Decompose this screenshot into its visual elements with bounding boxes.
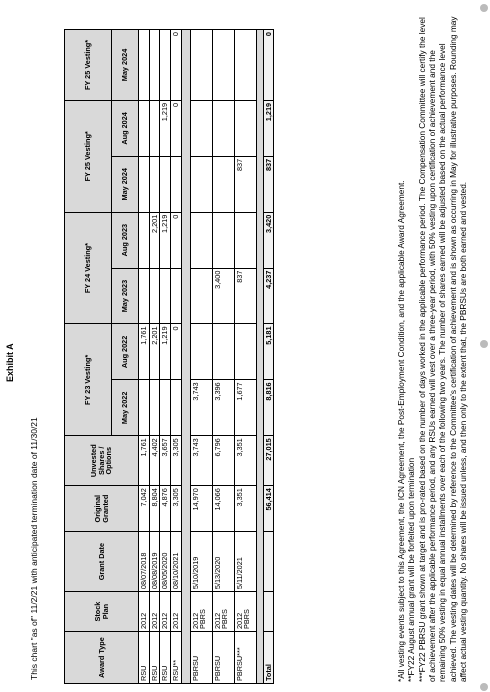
rsu-rows (139, 30, 191, 684)
subheader-cell: Aug 2022 (112, 324, 139, 380)
cell-vesting (139, 380, 150, 436)
chart-subtitle: This chart "as of" 11/2/21 with anticipated termination date of 11/30/21 (29, 417, 39, 680)
cell-date: 08/10/2021 (170, 532, 181, 592)
cell-type: RSU (149, 632, 160, 684)
cell-type: PBRSU (190, 632, 212, 684)
total-vesting: 0 (263, 30, 274, 101)
cell-vesting: 1,219 (160, 324, 171, 380)
cell-vesting: 3,396 (212, 380, 234, 436)
cell-date: 5/10/2019 (190, 532, 212, 592)
cell-unv: 4,402 (149, 436, 160, 486)
cell-vesting: 3,400 (212, 268, 234, 324)
header-fy23: FY 23 Vesting* (65, 324, 112, 436)
table-row (234, 30, 256, 684)
spacer-cell (181, 30, 190, 684)
cell-vesting (190, 156, 212, 212)
cell-type: RSU (139, 632, 150, 684)
cell-vesting (149, 380, 160, 436)
cell-vesting (170, 380, 181, 436)
cell-date: 08/05/2020 (160, 532, 171, 592)
cell-vesting (190, 30, 212, 101)
total-unv: 27,015 (263, 436, 274, 486)
cell-vesting: 0 (170, 100, 181, 156)
footnote: ***FY22 PBRSU grant shown at target and is pro-rated based on the number of days worked in the applicable performance period. The Compensation Committee will certify the level of achievement after the applicable performance period, and any RSUs earned will vest over a three-year period, with 50% vesting upon certification of achievement and the remaining 50% vesting in equal annual installments over each of the following two years. The number of shares earned will be adjusted based on the actual performance level achieved. The vesting dates will be determined by reference to the Committee's certification of achievement and is shown as occurring in May for illustrative purposes. Rounding may affect actual vesting quantity. No shares will be issued unless, and then only to the extent that, the PBRSUs are both earned and vested. (416, 16, 469, 682)
total-vesting: 5,181 (263, 324, 274, 380)
spacer-cell (256, 30, 263, 684)
header-grant-date: Grant Date (65, 532, 139, 592)
cell-orig: 14,970 (190, 486, 212, 532)
cell-vesting (149, 156, 160, 212)
total-orig: 56,414 (263, 486, 274, 532)
cell-vesting: 0 (170, 324, 181, 380)
cell-vesting: 837 (234, 268, 256, 324)
header-fy24: FY 24 Vesting* (65, 212, 112, 324)
cell-plan: 2012 PBRS (234, 592, 256, 632)
total-vesting: 8,816 (263, 380, 274, 436)
subheader-cell: May 2024 (112, 156, 139, 212)
cell-plan: 2012 (149, 592, 160, 632)
subheader-cell: Aug 2023 (112, 212, 139, 268)
cell-vesting (139, 156, 150, 212)
cell-vesting (139, 268, 150, 324)
cell-vesting (190, 212, 212, 268)
header-award-type: Award Type (65, 632, 139, 684)
cell-vesting (170, 156, 181, 212)
cell-orig: 3,305 (170, 486, 181, 532)
header-original-granted: Original Granted (65, 486, 139, 532)
cell-type: RSU (160, 632, 171, 684)
cell-type: PBRSU (212, 632, 234, 684)
cell-date: 08/08/2019 (149, 532, 160, 592)
cell-vesting (149, 100, 160, 156)
cell-vesting (139, 30, 150, 101)
cell-vesting: 1,677 (234, 380, 256, 436)
table-row (212, 30, 234, 684)
cell-vesting (212, 156, 234, 212)
footnote: *All vesting events subject to this Agreement, the ICN Agreement, the Post-Employment Condition, and the applicable Award Agreement. (396, 180, 406, 682)
cell-vesting (139, 212, 150, 268)
cell-vesting: 2,201 (149, 212, 160, 268)
footnotes (396, 14, 469, 682)
cell-vesting: 1,219 (160, 100, 171, 156)
cell-unv: 3,351 (234, 436, 256, 486)
total-label: Total (263, 632, 274, 684)
cell-empty (263, 592, 274, 632)
cell-vesting (234, 100, 256, 156)
cell-orig: 3,351 (234, 486, 256, 532)
subheader-cell: May 2024 (112, 30, 139, 101)
cell-vesting (190, 100, 212, 156)
cell-plan: 2012 (170, 592, 181, 632)
cell-vesting (170, 268, 181, 324)
header-fy25: FY 25 Vesting* (65, 100, 112, 212)
cell-orig: 4,876 (160, 486, 171, 532)
cell-orig: 8,804 (149, 486, 160, 532)
total-rows (263, 30, 274, 684)
cell-unv: 3,305 (170, 436, 181, 486)
total-vesting: 3,420 (263, 212, 274, 268)
cell-date: 08/07/2018 (139, 532, 150, 592)
cell-type: PBRSU*** (234, 632, 256, 684)
total-vesting: 837 (263, 156, 274, 212)
cell-vesting (160, 156, 171, 212)
cell-unv: 1,761 (139, 436, 150, 486)
cell-date: 5/11/2021 (234, 532, 256, 592)
cell-unv: 3,743 (190, 436, 212, 486)
cell-vesting (212, 100, 234, 156)
cell-unv: 3,657 (160, 436, 171, 486)
cell-vesting: 0 (170, 30, 181, 101)
footnote: **FY22 August annual grant will be forfeited upon termination (406, 457, 417, 682)
cell-vesting (212, 212, 234, 268)
exhibit-title: Exhibit A (5, 343, 15, 382)
header-stock-plan: Stock Plan (65, 592, 139, 632)
spacer-row (181, 30, 190, 684)
subheader-cell: May 2022 (112, 380, 139, 436)
cell-plan: 2012 PBRS (190, 592, 212, 632)
cell-vesting (234, 30, 256, 101)
total-row (263, 30, 274, 684)
cell-vesting (149, 268, 160, 324)
table-row (170, 30, 181, 684)
total-vesting: 1,219 (263, 100, 274, 156)
cell-date: 5/13/2020 (212, 532, 234, 592)
cell-vesting (160, 380, 171, 436)
cell-vesting (190, 324, 212, 380)
cell-vesting (160, 30, 171, 101)
header-unvested: Unvested Shares / Options (65, 436, 139, 486)
cell-vesting (234, 324, 256, 380)
cell-orig: 7,042 (139, 486, 150, 532)
cell-plan: 2012 (139, 592, 150, 632)
cell-empty (263, 532, 274, 592)
cell-vesting (190, 268, 212, 324)
cell-vesting: 0 (170, 212, 181, 268)
cell-unv: 6,796 (212, 436, 234, 486)
table-row (160, 30, 171, 684)
vesting-table (64, 29, 274, 684)
cell-type: RSU** (170, 632, 181, 684)
header-fy25b: FY 25 Vesting* (65, 30, 112, 101)
subheader-cell: May 2023 (112, 268, 139, 324)
cell-vesting (149, 30, 160, 101)
cell-vesting (234, 212, 256, 268)
cell-vesting: 837 (234, 156, 256, 212)
cell-vesting: 3,743 (190, 380, 212, 436)
cell-vesting (212, 324, 234, 380)
table-row (190, 30, 212, 684)
table-row (139, 30, 150, 684)
total-vesting: 4,237 (263, 268, 274, 324)
cell-vesting (139, 100, 150, 156)
cell-vesting: 2,201 (149, 324, 160, 380)
cell-plan: 2012 PBRS (212, 592, 234, 632)
subheader-cell: Aug 2024 (112, 100, 139, 156)
cell-vesting (212, 30, 234, 101)
pbrsu-rows (190, 30, 263, 684)
table-row (149, 30, 160, 684)
spacer-row (256, 30, 263, 684)
cell-vesting: 1,761 (139, 324, 150, 380)
cell-plan: 2012 (160, 592, 171, 632)
cell-vesting: 1,219 (160, 212, 171, 268)
cell-vesting (160, 268, 171, 324)
header-row (65, 30, 112, 684)
cell-orig: 14,066 (212, 486, 234, 532)
